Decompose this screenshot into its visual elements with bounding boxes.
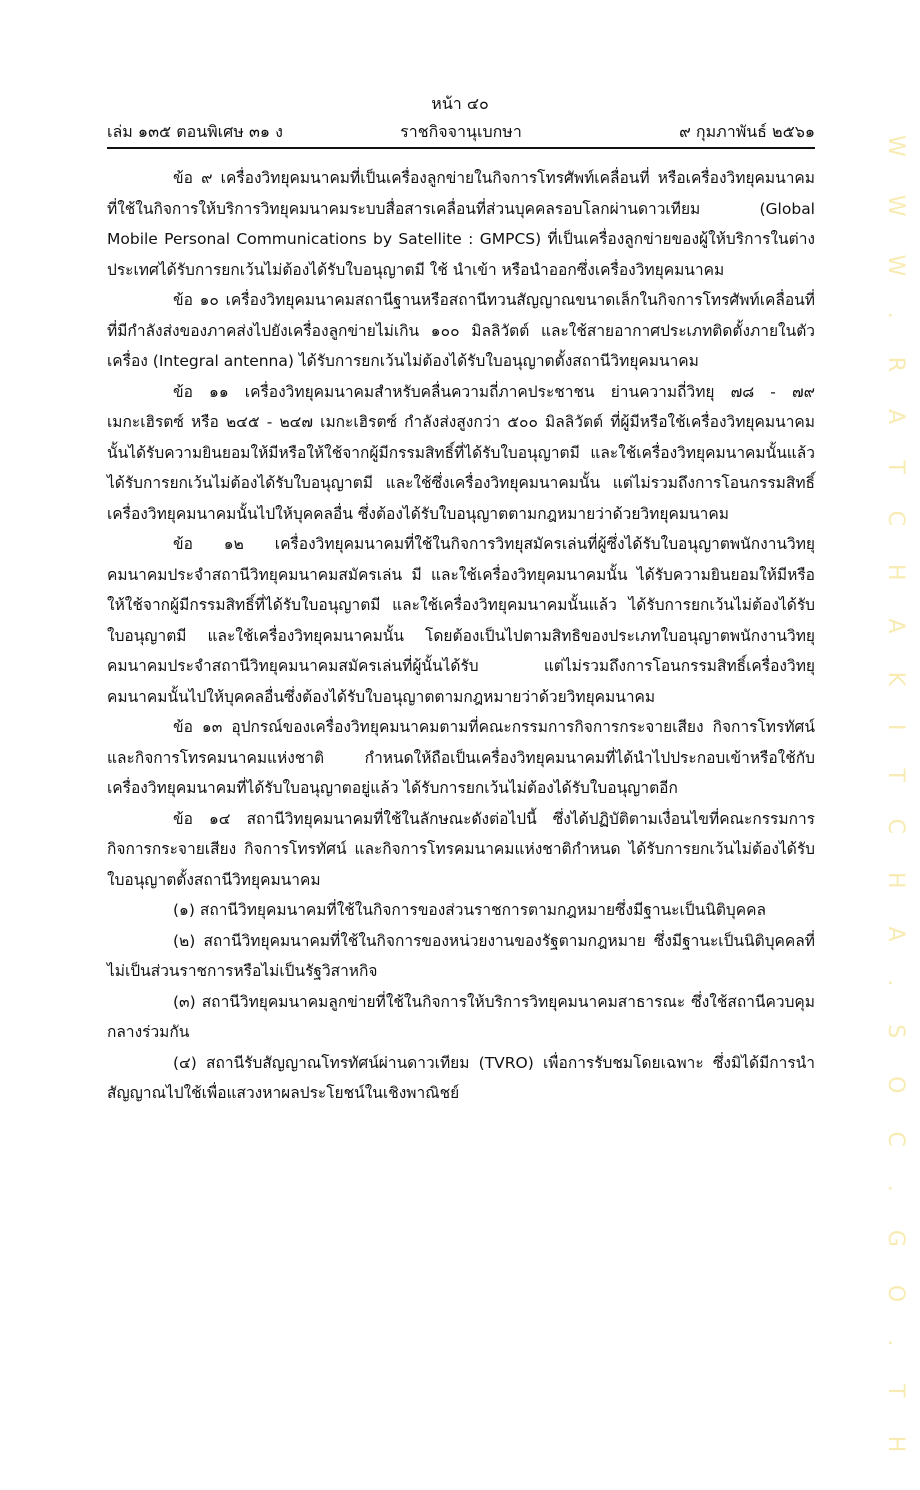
clause-13: ข้อ ๑๓ อุปกรณ์ของเครื่องวิทยุคมนาคมตามที่คณะกรรมการกิจการกระจายเสียง กิจการโทรทัศน์และกิจการโทรคมนาคมแห่งชาติ กำหนดให้ถือเป็นเครื่องวิทยุคมนาคมที่ได้นำไปประกอบเข้าหรือใช้กับเครื่องวิทยุคมนาคมที่ได้รับใบอนุญาตอยู่แล้ว ได้รับการยกเว้นไม่ต้องได้รับใบอนุญาตอีก bbox=[107, 718, 815, 797]
clause-11: ข้อ ๑๑ เครื่องวิทยุคมนาคมสำหรับคลื่นความถี่ภาคประชาชน ย่านความถี่วิทยุ ๗๘ - ๗๙ เมกะเฮิรตซ์ หรือ ๒๔๕ - ๒๔๗ เมกะเฮิรตซ์ กำลังส่งสูงกว่า ๕๐๐ มิลลิวัตต์ ที่ผู้มีหรือใช้เครื่องวิทยุคมนาคมนั้นได้รับความยินยอมให้มีหรือให้ใช้จากผู้มีกรรมสิทธิ์ที่ได้รับใบอนุญาตมี และใช้เครื่องวิทยุคมนาคมนั้นแล้ว ได้รับการยกเว้นไม่ต้องได้รับใบอนุญาตมี และใช้ซึ่งเครื่องวิทยุคมนาคมนั้น แต่ไม่รวมถึงการโอนกรรมสิทธิ์เครื่องวิทยุคมนาคมนั้นไปให้บุคคลอื่น ซึ่งต้องได้รับใบอนุญาตตามกฎหมายว่าด้วยวิทยุคมนาคม bbox=[107, 382, 815, 523]
clause-12: ข้อ ๑๒ เครื่องวิทยุคมนาคมที่ใช้ในกิจการวิทยุสมัครเล่นที่ผู้ซึ่งได้รับใบอนุญาตพนักงานวิทยุคมนาคมประจำสถานีวิทยุคมนาคมสมัครเล่น มี และใช้เครื่องวิทยุคมนาคมนั้น ได้รับความยินยอมให้มีหรือให้ใช้จากผู้มีกรรมสิทธิ์ที่ได้รับใบอนุญาตมี และใช้เครื่องวิทยุคมนาคมนั้นแล้ว ได้รับการยกเว้นไม่ต้องได้รับใบอนุญาตมี และใช้เครื่องวิทยุคมนาคมนั้น โดยต้องเป็นไปตามสิทธิของประเภทใบอนุญาตพนักงานวิทยุคมนาคมประจำสถานีวิทยุคมนาคมสมัครเล่นที่ผู้นั้นได้รับ แต่ไม่รวมถึงการโอนกรรมสิทธิ์เครื่องวิทยุคมนาคมนั้นไปให้บุคคลอื่นซึ่งต้องได้รับใบอนุญาตตามกฎหมายว่าด้วยวิทยุคมนาคม bbox=[107, 535, 815, 706]
header-divider bbox=[107, 147, 815, 149]
clause-14-item-1: (๑) สถานีวิทยุคมนาคมที่ใช้ในกิจการของส่วนราชการตามกฎหมายซึ่งมีฐานะเป็นนิติบุคคล bbox=[173, 901, 766, 919]
publish-date: ๙ กุมภาพันธ์ ๒๕๖๑ bbox=[679, 122, 815, 141]
website-watermark: WWW.RATCHAKITCHA.SOC.GO.TH bbox=[883, 135, 908, 1490]
gazette-header bbox=[107, 120, 815, 144]
page-number: หน้า ๔๐ bbox=[431, 94, 489, 113]
gazette-title: ราชกิจจานุเบกษา bbox=[400, 122, 522, 141]
document-body bbox=[107, 163, 815, 1109]
clause-14-item-3: (๓) สถานีวิทยุคมนาคมลูกข่ายที่ใช้ในกิจการให้บริการวิทยุคมนาคมสาธารณะ ซึ่งใช้สถานีควบคุมกลางร่วมกัน bbox=[107, 992, 815, 1041]
clause-10: ข้อ ๑๐ เครื่องวิทยุคมนาคมสถานีฐานหรือสถานีทวนสัญญาณขนาดเล็กในกิจการโทรศัพท์เคลื่อนที่ที่มีกำลังส่งของภาคส่งไปยังเครื่องลูกข่ายไม่เกิน ๑๐๐ มิลลิวัตต์ และใช้สายอากาศประเภทติดตั้งภายในตัวเครื่อง (Integral antenna) ได้รับการยกเว้นไม่ต้องได้รับใบอนุญาตตั้งสถานีวิทยุคมนาคม bbox=[107, 291, 815, 370]
volume-issue: เล่ม ๑๓๕ ตอนพิเศษ ๓๑ ง bbox=[107, 122, 283, 141]
clause-14-item-4: (๔) สถานีรับสัญญาณโทรทัศน์ผ่านดาวเทียม (TVRO) เพื่อการรับชมโดยเฉพาะ ซึ่งมิได้มีการนำสัญญาณไปใช้เพื่อแสวงหาผลประโยชน์ในเชิงพาณิชย์ bbox=[107, 1053, 815, 1102]
clause-9: ข้อ ๙ เครื่องวิทยุคมนาคมที่เป็นเครื่องลูกข่ายในกิจการโทรศัพท์เคลื่อนที่ หรือเครื่องวิทยุคมนาคมที่ใช้ในกิจการให้บริการวิทยุคมนาคมระบบสื่อสารเคลื่อนที่ส่วนบุคคลรอบโลกผ่านดาวเทียม (Global Mobile Personal Communications by Satellite : GMPCS) ที่เป็นเครื่องลูกข่ายของผู้ให้บริการในต่างประเทศได้รับการยกเว้นไม่ต้องได้รับใบอนุญาตมี ใช้ นำเข้า หรือนำออกซึ่งเครื่องวิทยุคมนาคม bbox=[107, 169, 815, 279]
clause-14: ข้อ ๑๔ สถานีวิทยุคมนาคมที่ใช้ในลักษณะดังต่อไปนี้ ซึ่งได้ปฏิบัติตามเงื่อนไขที่คณะกรรมการกิจการกระจายเสียง กิจการโทรทัศน์ และกิจการโทรคมนาคมแห่งชาติกำหนด ได้รับการยกเว้นไม่ต้องได้รับใบอนุญาตตั้งสถานีวิทยุคมนาคม bbox=[107, 809, 815, 889]
clause-14-item-2: (๒) สถานีวิทยุคมนาคมที่ใช้ในกิจการของหน่วยงานของรัฐตามกฎหมาย ซึ่งมีฐานะเป็นนิติบุคคลที่ไม่เป็นส่วนราชการหรือไม่เป็นรัฐวิสาหกิจ bbox=[107, 931, 815, 980]
